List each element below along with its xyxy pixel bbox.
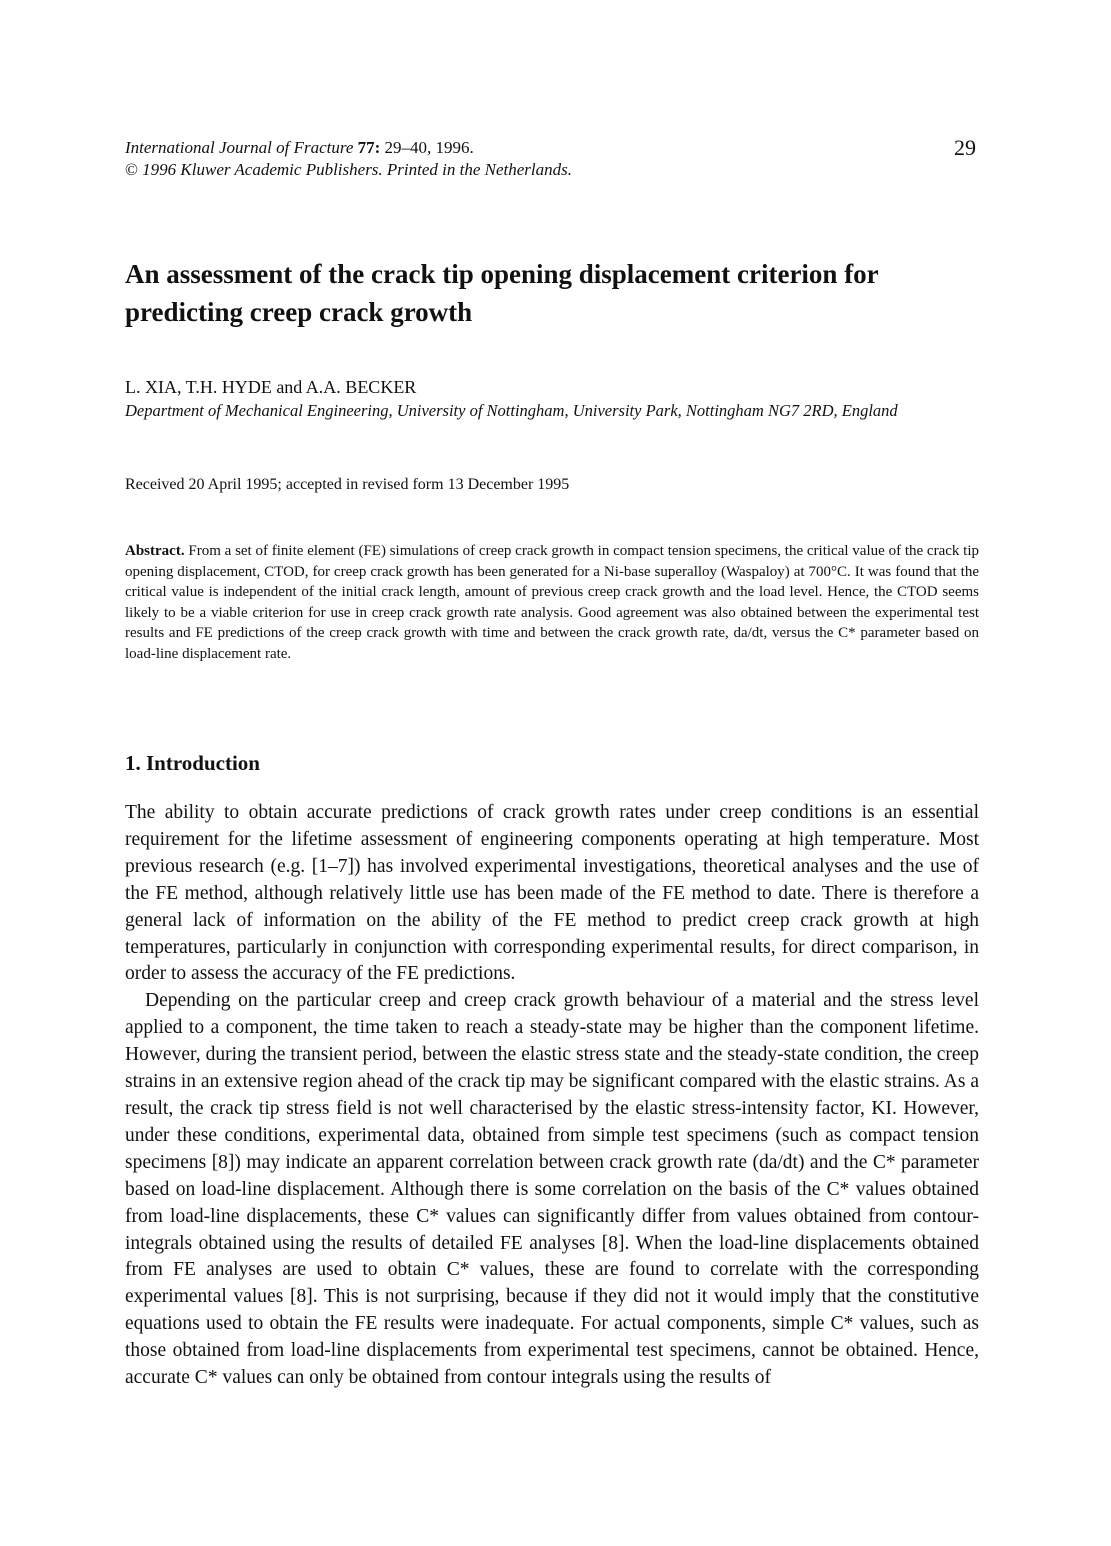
journal-header [125,137,985,181]
paragraph-2: Depending on the particular creep and creep crack growth behaviour of a material and the stress level applied to a component, the time taken to reach a steady-state may be higher than the component lifetime. However, during the transient period, between the elastic stress state and the steady-state condition, the creep strains in an extensive region ahead of the crack tip may be significant compared with the elastic strains. As a result, the crack tip stress field is not well characterised by the elastic stress-intensity factor, KI. However, under these conditions, experimental data, obtained from simple test specimens (such as compact tension specimens [8]) may indicate an apparent correlation between crack growth rate (da/dt) and the C* parameter based on load-line displacement. Although there is some correlation on the basis of the C* values obtained from load-line displacements, these C* values can significantly differ from values obtained from contour-integrals obtained using the results of detailed FE analyses [8]. When the load-line displacements obtained from FE analyses are used to obtain C* values, these are found to correlate with the corresponding experimental values [8]. This is not surprising, because if they did not it would imply that the constitutive equations used to obtain the FE results were inadequate. For actual components, simple C* values, such as those obtained from load-line displacements from experimental test specimens, cannot be obtained. Hence, accurate C* values can only be obtained from contour integrals using the results of [125,990,979,1389]
authors: L. XIA, T.H. HYDE and A.A. BECKER [125,377,417,397]
abstract-text: From a set of finite element (FE) simulations of creep crack growth in compact tension specimens, the critical value of the crack tip opening displacement, CTOD, for creep crack growth has been generated for a Ni-base superalloy (Waspaloy) at 700°C. It was found that the critical value is independent of the initial crack length, amount of previous creep crack growth and the load level. Hence, the CTOD seems likely to be a viable criterion for use in creep crack growth rate analysis. Good agreement was also obtained between the experimental test results and FE predictions of the creep crack growth with time and between the crack growth rate, da/dt, versus the C* parameter based on load-line displacement rate. [125,543,980,662]
copyright-icon: © [125,160,138,179]
paper-title: An assessment of the crack tip opening displacement criterion for predicting creep crack growth [125,259,879,327]
journal-pages: 29–40, 1996. [384,138,474,157]
journal-name: International Journal of Fracture [125,138,354,157]
abstract-label: Abstract. [125,543,185,559]
page-number: 29 [954,135,976,160]
abstract [125,541,979,665]
copyright-line [125,159,985,181]
affiliation: Department of Mechanical Engineering, University of Nottingham, University Park, Nottingham NG7 2RD, England [125,401,898,420]
section-heading: 1. Introduction [125,751,260,775]
paragraph-1: The ability to obtain accurate predictions of crack growth rates under creep conditions is an essential requirement for the lifetime assessment of engineering components operating at high temperature. Most previous research (e.g. [1–7]) has involved experimental investigations, theoretical analyses and the use of the FE method, although relatively little use has been made of the FE method to date. There is therefore a general lack of information on the ability of the FE method to predict creep crack growth at high temperatures, particularly in conjunction with corresponding experimental results, for direct comparison, in order to assess the accuracy of the FE predictions. [125,802,979,985]
copyright-text: 1996 Kluwer Academic Publishers. Printed in the Netherlands. [142,160,573,179]
section-body [125,800,979,1392]
journal-volume: 77: [357,138,381,157]
citation-line [125,137,985,159]
received-dates: Received 20 April 1995; accepted in revised form 13 December 1995 [125,476,570,493]
